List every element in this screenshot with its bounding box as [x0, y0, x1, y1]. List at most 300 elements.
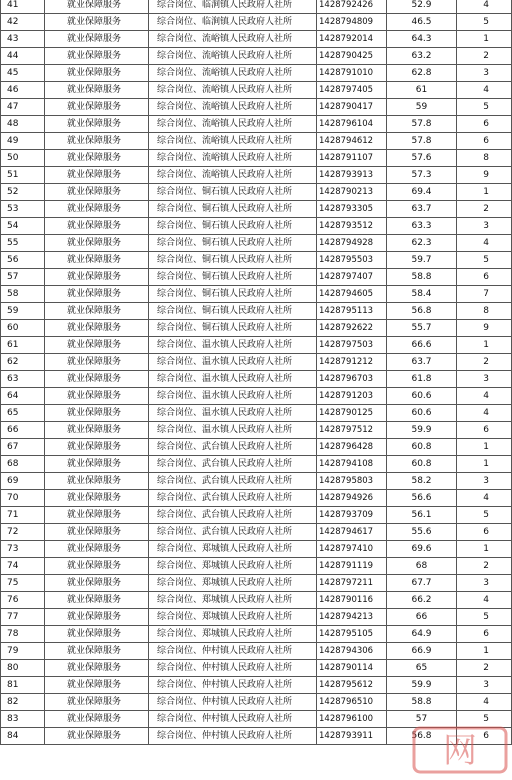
position-cell: 综合岗位、郑城镇人民政府人社所 [149, 575, 317, 592]
seq-number-cell: 72 [1, 524, 45, 541]
table-row [1, 541, 512, 558]
score-cell: 56.1 [387, 507, 457, 524]
exam-id-cell: 1428795612 [317, 677, 387, 694]
exam-id-cell: 1428794213 [317, 609, 387, 626]
score-cell: 60.8 [387, 456, 457, 473]
score-cell: 57.3 [387, 167, 457, 184]
unit-cell: 就业保障服务 [45, 14, 149, 31]
rank-cell: 2 [457, 558, 512, 575]
seq-number-cell: 55 [1, 235, 45, 252]
table-row [1, 439, 512, 456]
score-cell: 66.6 [387, 337, 457, 354]
seq-number-cell: 73 [1, 541, 45, 558]
position-cell: 综合岗位、铜石镇人民政府人社所 [149, 320, 317, 337]
exam-id-cell: 1428794809 [317, 14, 387, 31]
exam-id-cell: 1428793512 [317, 218, 387, 235]
unit-cell: 就业保障服务 [45, 558, 149, 575]
position-cell: 综合岗位、仲村镇人民政府人社所 [149, 694, 317, 711]
position-cell: 综合岗位、武台镇人民政府人社所 [149, 507, 317, 524]
table-row [1, 711, 512, 728]
score-cell: 59 [387, 99, 457, 116]
score-cell: 57.8 [387, 133, 457, 150]
seq-number-cell: 79 [1, 643, 45, 660]
table-row [1, 133, 512, 150]
unit-cell: 就业保障服务 [45, 541, 149, 558]
unit-cell: 就业保障服务 [45, 728, 149, 745]
seq-number-cell: 49 [1, 133, 45, 150]
exam-id-cell: 1428796510 [317, 694, 387, 711]
exam-id-cell: 1428791107 [317, 150, 387, 167]
exam-id-cell: 1428794605 [317, 286, 387, 303]
exam-id-cell: 1428790417 [317, 99, 387, 116]
score-cell: 52.9 [387, 0, 457, 14]
exam-id-cell: 1428792622 [317, 320, 387, 337]
table-row [1, 150, 512, 167]
table-row [1, 116, 512, 133]
rank-cell: 3 [457, 371, 512, 388]
exam-id-cell: 1428797405 [317, 82, 387, 99]
position-cell: 综合岗位、铜石镇人民政府人社所 [149, 286, 317, 303]
unit-cell: 就业保障服务 [45, 422, 149, 439]
unit-cell: 就业保障服务 [45, 626, 149, 643]
unit-cell: 就业保障服务 [45, 473, 149, 490]
exam-id-cell: 1428794926 [317, 490, 387, 507]
rank-cell: 5 [457, 99, 512, 116]
exam-id-cell: 1428795503 [317, 252, 387, 269]
rank-cell: 6 [457, 626, 512, 643]
rank-cell: 8 [457, 150, 512, 167]
score-cell: 59.7 [387, 252, 457, 269]
unit-cell: 就业保障服务 [45, 48, 149, 65]
seq-number-cell: 45 [1, 65, 45, 82]
table-row [1, 558, 512, 575]
rank-cell: 3 [457, 65, 512, 82]
unit-cell: 就业保障服务 [45, 150, 149, 167]
rank-cell: 6 [457, 422, 512, 439]
exam-id-cell: 1428790213 [317, 184, 387, 201]
position-cell: 综合岗位、流峪镇人民政府人社所 [149, 99, 317, 116]
unit-cell: 就业保障服务 [45, 31, 149, 48]
score-cell: 59.9 [387, 677, 457, 694]
rank-cell: 6 [457, 133, 512, 150]
position-cell: 综合岗位、仲村镇人民政府人社所 [149, 660, 317, 677]
exam-id-cell: 1428795803 [317, 473, 387, 490]
exam-id-cell: 1428794928 [317, 235, 387, 252]
exam-id-cell: 1428791010 [317, 65, 387, 82]
table-row [1, 99, 512, 116]
seq-number-cell: 46 [1, 82, 45, 99]
table-row [1, 609, 512, 626]
position-cell: 综合岗位、铜石镇人民政府人社所 [149, 269, 317, 286]
position-cell: 综合岗位、仲村镇人民政府人社所 [149, 643, 317, 660]
rank-cell: 1 [457, 456, 512, 473]
score-cell: 56.8 [387, 728, 457, 745]
seq-number-cell: 61 [1, 337, 45, 354]
exam-id-cell: 1428797503 [317, 337, 387, 354]
unit-cell: 就业保障服务 [45, 711, 149, 728]
score-cell: 58.2 [387, 473, 457, 490]
exam-id-cell: 1428796703 [317, 371, 387, 388]
exam-id-cell: 1428790425 [317, 48, 387, 65]
rank-cell: 5 [457, 711, 512, 728]
rank-cell: 4 [457, 694, 512, 711]
table-row [1, 48, 512, 65]
rank-cell: 1 [457, 184, 512, 201]
seq-number-cell: 48 [1, 116, 45, 133]
position-cell: 综合岗位、流峪镇人民政府人社所 [149, 133, 317, 150]
watermark-text: 网 [443, 731, 477, 771]
unit-cell: 就业保障服务 [45, 82, 149, 99]
score-cell: 69.4 [387, 184, 457, 201]
unit-cell: 就业保障服务 [45, 0, 149, 14]
rank-cell: 3 [457, 218, 512, 235]
unit-cell: 就业保障服务 [45, 116, 149, 133]
score-cell: 68 [387, 558, 457, 575]
exam-id-cell: 1428795105 [317, 626, 387, 643]
seq-number-cell: 43 [1, 31, 45, 48]
unit-cell: 就业保障服务 [45, 575, 149, 592]
table-row [1, 31, 512, 48]
rank-cell: 2 [457, 354, 512, 371]
rank-cell: 3 [457, 473, 512, 490]
exam-id-cell: 1428790114 [317, 660, 387, 677]
score-cell: 60.6 [387, 388, 457, 405]
exam-id-cell: 1428793911 [317, 728, 387, 745]
score-cell: 57.8 [387, 116, 457, 133]
seq-number-cell: 71 [1, 507, 45, 524]
table-row [1, 643, 512, 660]
position-cell: 综合岗位、温水镇人民政府人社所 [149, 388, 317, 405]
exam-id-cell: 1428797407 [317, 269, 387, 286]
unit-cell: 就业保障服务 [45, 439, 149, 456]
exam-id-cell: 1428796104 [317, 116, 387, 133]
score-cell: 63.7 [387, 354, 457, 371]
seq-number-cell: 47 [1, 99, 45, 116]
score-cell: 56.6 [387, 490, 457, 507]
rank-cell: 5 [457, 609, 512, 626]
seq-number-cell: 56 [1, 252, 45, 269]
exam-id-cell: 1428796100 [317, 711, 387, 728]
position-cell: 综合岗位、铜石镇人民政府人社所 [149, 303, 317, 320]
unit-cell: 就业保障服务 [45, 677, 149, 694]
seq-number-cell: 57 [1, 269, 45, 286]
unit-cell: 就业保障服务 [45, 184, 149, 201]
position-cell: 综合岗位、武台镇人民政府人社所 [149, 490, 317, 507]
score-cell: 56.8 [387, 303, 457, 320]
score-cell: 55.7 [387, 320, 457, 337]
table-row [1, 371, 512, 388]
exam-id-cell: 1428792014 [317, 31, 387, 48]
table-row [1, 422, 512, 439]
score-cell: 66.9 [387, 643, 457, 660]
seq-number-cell: 64 [1, 388, 45, 405]
position-cell: 综合岗位、武台镇人民政府人社所 [149, 524, 317, 541]
position-cell: 综合岗位、温水镇人民政府人社所 [149, 354, 317, 371]
table-row [1, 303, 512, 320]
position-cell: 综合岗位、仲村镇人民政府人社所 [149, 677, 317, 694]
seq-number-cell: 80 [1, 660, 45, 677]
seq-number-cell: 62 [1, 354, 45, 371]
unit-cell: 就业保障服务 [45, 201, 149, 218]
table-row [1, 456, 512, 473]
seq-number-cell: 83 [1, 711, 45, 728]
score-cell: 67.7 [387, 575, 457, 592]
score-cell: 46.5 [387, 14, 457, 31]
exam-id-cell: 1428794612 [317, 133, 387, 150]
table-row [1, 82, 512, 99]
position-cell: 综合岗位、郑城镇人民政府人社所 [149, 609, 317, 626]
rank-cell: 6 [457, 269, 512, 286]
score-cell: 59.9 [387, 422, 457, 439]
rank-cell: 3 [457, 575, 512, 592]
table-row [1, 507, 512, 524]
unit-cell: 就业保障服务 [45, 252, 149, 269]
position-cell: 综合岗位、郑城镇人民政府人社所 [149, 626, 317, 643]
position-cell: 综合岗位、温水镇人民政府人社所 [149, 337, 317, 354]
score-cell: 58.8 [387, 694, 457, 711]
table-row [1, 0, 512, 14]
table-row [1, 14, 512, 31]
seq-number-cell: 70 [1, 490, 45, 507]
seq-number-cell: 69 [1, 473, 45, 490]
table-row [1, 167, 512, 184]
table-row [1, 728, 512, 745]
exam-id-cell: 1428795113 [317, 303, 387, 320]
position-cell: 综合岗位、仲村镇人民政府人社所 [149, 728, 317, 745]
position-cell: 综合岗位、武台镇人民政府人社所 [149, 439, 317, 456]
score-cell: 57 [387, 711, 457, 728]
score-cell: 62.3 [387, 235, 457, 252]
score-cell: 63.3 [387, 218, 457, 235]
position-cell: 综合岗位、流峪镇人民政府人社所 [149, 167, 317, 184]
table-row [1, 337, 512, 354]
position-cell: 综合岗位、铜石镇人民政府人社所 [149, 235, 317, 252]
exam-id-cell: 1428791212 [317, 354, 387, 371]
rank-cell: 1 [457, 337, 512, 354]
seq-number-cell: 76 [1, 592, 45, 609]
table-row [1, 677, 512, 694]
rank-cell: 1 [457, 439, 512, 456]
unit-cell: 就业保障服务 [45, 167, 149, 184]
unit-cell: 就业保障服务 [45, 65, 149, 82]
rank-cell: 6 [457, 524, 512, 541]
table-row [1, 694, 512, 711]
position-cell: 综合岗位、郑城镇人民政府人社所 [149, 592, 317, 609]
seq-number-cell: 42 [1, 14, 45, 31]
seq-number-cell: 51 [1, 167, 45, 184]
rank-cell: 4 [457, 388, 512, 405]
seq-number-cell: 74 [1, 558, 45, 575]
table-row [1, 405, 512, 422]
score-cell: 58.4 [387, 286, 457, 303]
table-row [1, 320, 512, 337]
position-cell: 综合岗位、温水镇人民政府人社所 [149, 405, 317, 422]
score-cell: 66.2 [387, 592, 457, 609]
rank-cell: 5 [457, 14, 512, 31]
score-cell: 64.9 [387, 626, 457, 643]
rank-cell: 1 [457, 31, 512, 48]
score-cell: 58.8 [387, 269, 457, 286]
table-row [1, 235, 512, 252]
seq-number-cell: 50 [1, 150, 45, 167]
position-cell: 综合岗位、仲村镇人民政府人社所 [149, 711, 317, 728]
rank-cell: 6 [457, 116, 512, 133]
rank-cell: 4 [457, 490, 512, 507]
seq-number-cell: 65 [1, 405, 45, 422]
position-cell: 综合岗位、铜石镇人民政府人社所 [149, 252, 317, 269]
unit-cell: 就业保障服务 [45, 354, 149, 371]
score-cell: 61.8 [387, 371, 457, 388]
unit-cell: 就业保障服务 [45, 337, 149, 354]
score-cell: 60.8 [387, 439, 457, 456]
seq-number-cell: 67 [1, 439, 45, 456]
unit-cell: 就业保障服务 [45, 660, 149, 677]
position-cell: 综合岗位、流峪镇人民政府人社所 [149, 150, 317, 167]
exam-id-cell: 1428797410 [317, 541, 387, 558]
exam-id-cell: 1428797211 [317, 575, 387, 592]
exam-id-cell: 1428793305 [317, 201, 387, 218]
position-cell: 综合岗位、流峪镇人民政府人社所 [149, 48, 317, 65]
exam-id-cell: 1428793913 [317, 167, 387, 184]
unit-cell: 就业保障服务 [45, 643, 149, 660]
position-cell: 综合岗位、铜石镇人民政府人社所 [149, 201, 317, 218]
unit-cell: 就业保障服务 [45, 133, 149, 150]
seq-number-cell: 54 [1, 218, 45, 235]
table-row [1, 388, 512, 405]
seq-number-cell: 59 [1, 303, 45, 320]
seq-number-cell: 58 [1, 286, 45, 303]
exam-id-cell: 1428794108 [317, 456, 387, 473]
rank-cell: 6 [457, 728, 512, 745]
score-cell: 61 [387, 82, 457, 99]
rank-cell: 1 [457, 541, 512, 558]
seq-number-cell: 66 [1, 422, 45, 439]
rank-cell: 2 [457, 48, 512, 65]
seq-number-cell: 44 [1, 48, 45, 65]
table-row [1, 269, 512, 286]
seq-number-cell: 84 [1, 728, 45, 745]
rank-cell: 3 [457, 677, 512, 694]
rank-cell: 7 [457, 286, 512, 303]
score-cell: 63.2 [387, 48, 457, 65]
table-row [1, 218, 512, 235]
exam-id-cell: 1428793709 [317, 507, 387, 524]
score-cell: 60.6 [387, 405, 457, 422]
rank-cell: 2 [457, 201, 512, 218]
exam-id-cell: 1428790116 [317, 592, 387, 609]
unit-cell: 就业保障服务 [45, 524, 149, 541]
rank-cell: 5 [457, 507, 512, 524]
table-row [1, 252, 512, 269]
seq-number-cell: 77 [1, 609, 45, 626]
table-row [1, 592, 512, 609]
seq-number-cell: 68 [1, 456, 45, 473]
score-cell: 66 [387, 609, 457, 626]
score-cell: 55.6 [387, 524, 457, 541]
unit-cell: 就业保障服务 [45, 303, 149, 320]
seq-number-cell: 82 [1, 694, 45, 711]
exam-id-cell: 1428794617 [317, 524, 387, 541]
unit-cell: 就业保障服务 [45, 235, 149, 252]
unit-cell: 就业保障服务 [45, 99, 149, 116]
position-cell: 综合岗位、临涧镇人民政府人社所 [149, 14, 317, 31]
position-cell: 综合岗位、武台镇人民政府人社所 [149, 456, 317, 473]
table-row [1, 626, 512, 643]
position-cell: 综合岗位、流峪镇人民政府人社所 [149, 82, 317, 99]
position-cell: 综合岗位、铜石镇人民政府人社所 [149, 218, 317, 235]
unit-cell: 就业保障服务 [45, 609, 149, 626]
rank-cell: 9 [457, 167, 512, 184]
unit-cell: 就业保障服务 [45, 490, 149, 507]
rank-cell: 4 [457, 0, 512, 14]
unit-cell: 就业保障服务 [45, 269, 149, 286]
exam-id-cell: 1428791203 [317, 388, 387, 405]
seq-number-cell: 41 [1, 0, 45, 14]
unit-cell: 就业保障服务 [45, 592, 149, 609]
table-row [1, 184, 512, 201]
score-cell: 62.8 [387, 65, 457, 82]
exam-id-cell: 1428797512 [317, 422, 387, 439]
table-row [1, 524, 512, 541]
exam-id-cell: 1428791119 [317, 558, 387, 575]
results-table-body [1, 0, 512, 745]
score-cell: 65 [387, 660, 457, 677]
unit-cell: 就业保障服务 [45, 388, 149, 405]
rank-cell: 8 [457, 303, 512, 320]
table-row [1, 201, 512, 218]
rank-cell: 4 [457, 405, 512, 422]
unit-cell: 就业保障服务 [45, 320, 149, 337]
exam-id-cell: 1428792426 [317, 0, 387, 14]
position-cell: 综合岗位、流峪镇人民政府人社所 [149, 31, 317, 48]
table-row [1, 473, 512, 490]
score-cell: 57.6 [387, 150, 457, 167]
seq-number-cell: 63 [1, 371, 45, 388]
rank-cell: 1 [457, 643, 512, 660]
table-row [1, 575, 512, 592]
seq-number-cell: 75 [1, 575, 45, 592]
seq-number-cell: 52 [1, 184, 45, 201]
rank-cell: 5 [457, 252, 512, 269]
score-cell: 69.6 [387, 541, 457, 558]
exam-id-cell: 1428790125 [317, 405, 387, 422]
unit-cell: 就业保障服务 [45, 694, 149, 711]
table-row [1, 490, 512, 507]
unit-cell: 就业保障服务 [45, 286, 149, 303]
table-row [1, 286, 512, 303]
position-cell: 综合岗位、流峪镇人民政府人社所 [149, 65, 317, 82]
score-cell: 64.3 [387, 31, 457, 48]
position-cell: 综合岗位、武台镇人民政府人社所 [149, 473, 317, 490]
seq-number-cell: 60 [1, 320, 45, 337]
unit-cell: 就业保障服务 [45, 507, 149, 524]
rank-cell: 4 [457, 592, 512, 609]
score-cell: 63.7 [387, 201, 457, 218]
exam-id-cell: 1428796428 [317, 439, 387, 456]
position-cell: 综合岗位、郑城镇人民政府人社所 [149, 558, 317, 575]
rank-cell: 4 [457, 235, 512, 252]
position-cell: 综合岗位、郑城镇人民政府人社所 [149, 541, 317, 558]
table-row [1, 65, 512, 82]
unit-cell: 就业保障服务 [45, 405, 149, 422]
seq-number-cell: 81 [1, 677, 45, 694]
position-cell: 综合岗位、铜石镇人民政府人社所 [149, 184, 317, 201]
unit-cell: 就业保障服务 [45, 371, 149, 388]
exam-id-cell: 1428794306 [317, 643, 387, 660]
position-cell: 综合岗位、温水镇人民政府人社所 [149, 371, 317, 388]
rank-cell: 2 [457, 660, 512, 677]
position-cell: 综合岗位、临涧镇人民政府人社所 [149, 0, 317, 14]
